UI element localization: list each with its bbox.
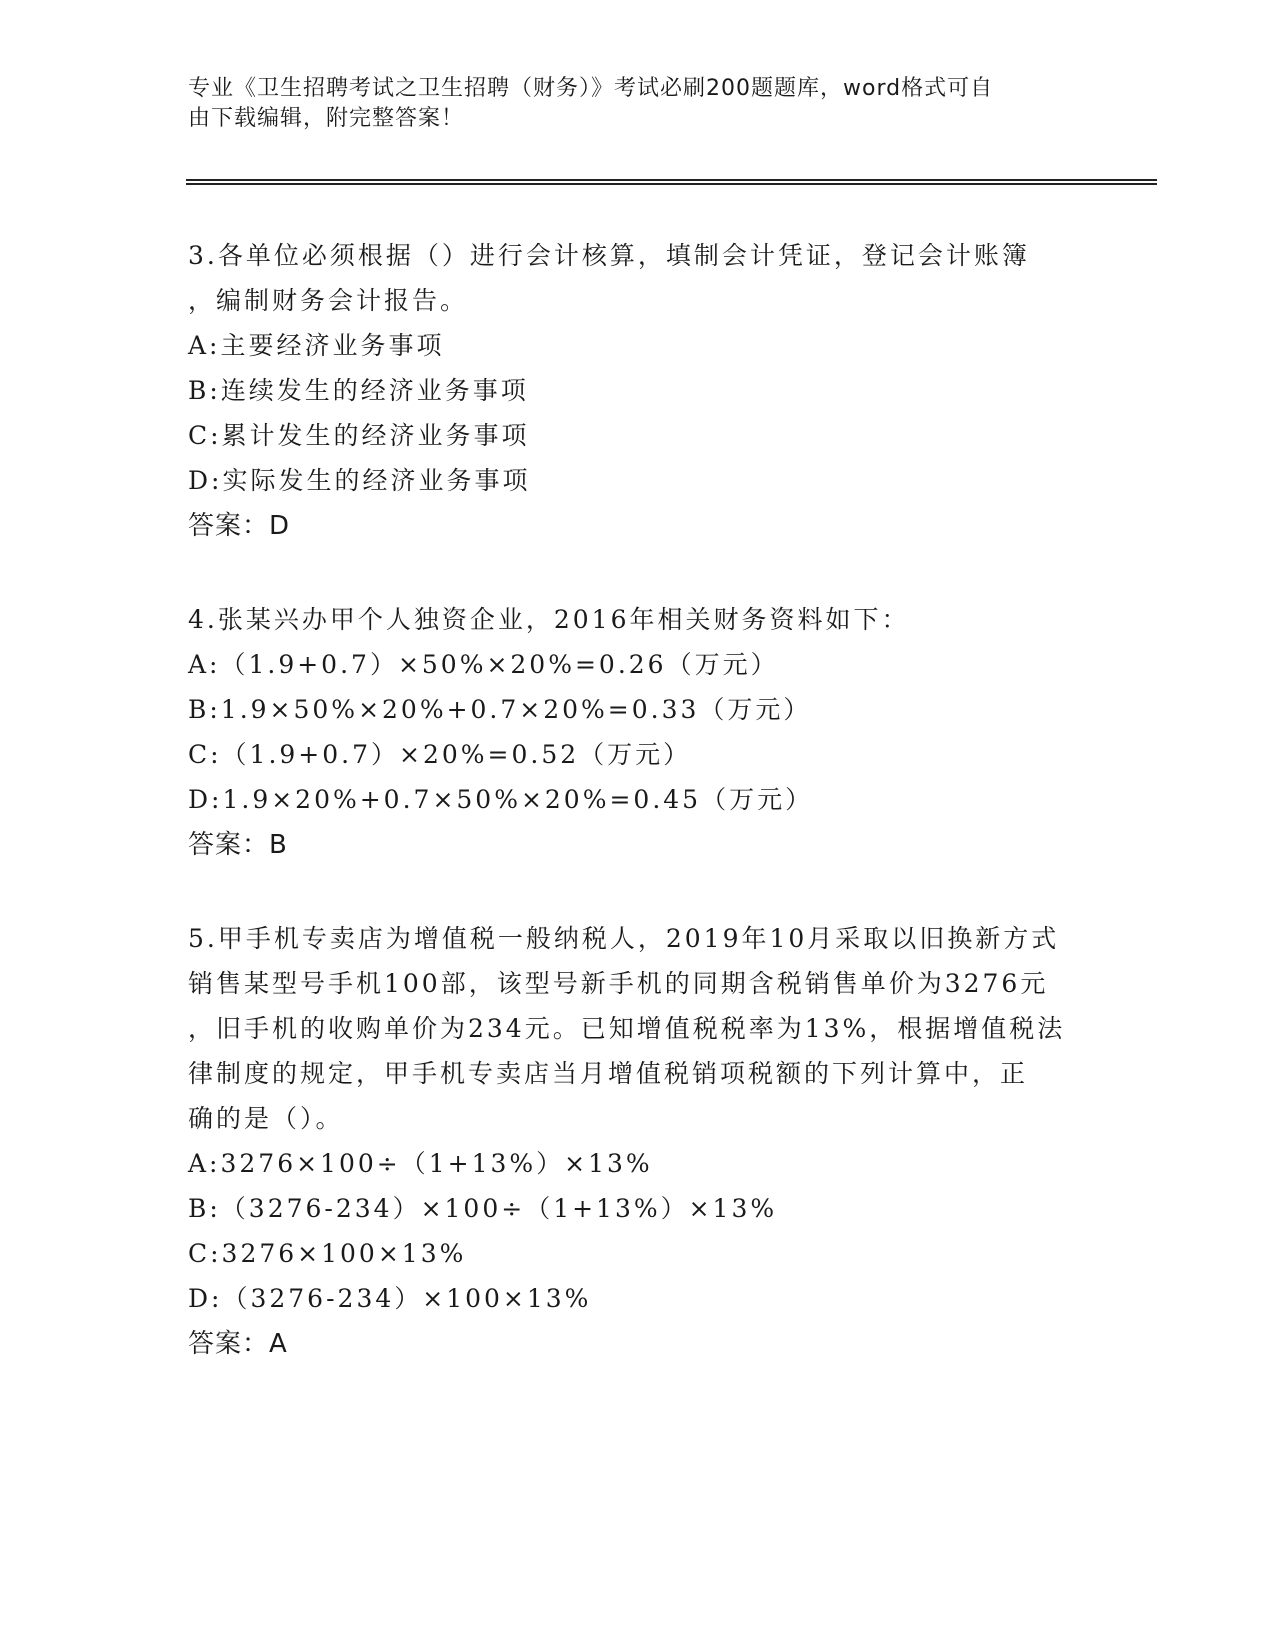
option-a: A:3276×100÷（1+13%）×13% xyxy=(188,1149,653,1178)
option-d: D:实际发生的经济业务事项 xyxy=(188,466,531,495)
header-line-1: 专业《卫生招聘考试之卫生招聘（财务）》考试必刷200题题库，word格式可自 xyxy=(188,76,994,101)
document-header xyxy=(188,74,1088,134)
question-stem-line: ，编制财务会计报告。 xyxy=(188,286,469,315)
question-stem-line: 确的是（）。 xyxy=(188,1104,344,1133)
question-stem-line: 律制度的规定，甲手机专卖店当月增值税销项税额的下列计算中，正 xyxy=(188,1059,1029,1088)
header-divider-bottom xyxy=(186,183,1157,185)
option-c: C:3276×100×13% xyxy=(188,1239,467,1268)
header-line-2: 由下载编辑，附完整答案！ xyxy=(188,106,465,131)
option-c: C:累计发生的经济业务事项 xyxy=(188,421,530,450)
answer-label: 答案：A xyxy=(188,1329,288,1359)
option-c: C:（1.9+0.7）×20%=0.52（万元） xyxy=(188,740,692,769)
answer-label: 答案：D xyxy=(188,511,291,541)
answer-label: 答案：B xyxy=(188,830,288,860)
question-5 xyxy=(188,916,1088,1367)
option-d: D:（3276-234）×100×13% xyxy=(188,1284,592,1313)
question-stem-line: 3.各单位必须根据（）进行会计核算，填制会计凭证，登记会计账簿 xyxy=(188,241,1030,270)
option-b: B:连续发生的经济业务事项 xyxy=(188,376,529,405)
question-stem-line: 销售某型号手机100部，该型号新手机的同期含税销售单价为3276元 xyxy=(188,969,1049,998)
option-a: A:主要经济业务事项 xyxy=(188,331,445,360)
option-b: B:1.9×50%×20%+0.7×20%=0.33（万元） xyxy=(188,695,812,724)
question-stem-line: 5.甲手机专卖店为增值税一般纳税人，2019年10月采取以旧换新方式 xyxy=(188,924,1060,953)
option-b: B:（3276-234）×100÷（1+13%）×13% xyxy=(188,1194,778,1223)
question-4 xyxy=(188,597,1088,868)
question-stem-line: 4.张某兴办甲个人独资企业，2016年相关财务资料如下： xyxy=(188,605,910,634)
header-divider-top xyxy=(186,179,1157,181)
question-3 xyxy=(188,233,1088,549)
question-stem-line: ，旧手机的收购单价为234元。已知增值税税率为13%，根据增值税法 xyxy=(188,1014,1066,1043)
option-a: A:（1.9+0.7）×50%×20%=0.26（万元） xyxy=(188,650,779,679)
option-d: D:1.9×20%+0.7×50%×20%=0.45（万元） xyxy=(188,785,814,814)
